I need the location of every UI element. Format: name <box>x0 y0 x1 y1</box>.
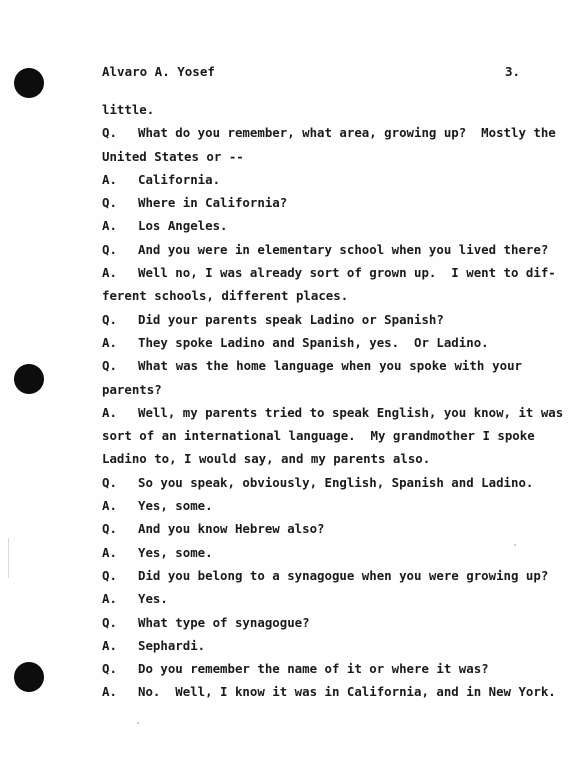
speaker-label: A. <box>102 334 117 350</box>
line-text: Where in California? <box>138 195 288 211</box>
speaker-label: A. <box>102 637 117 653</box>
punch-hole-bottom <box>14 662 44 692</box>
line-text: little. <box>102 102 155 117</box>
transcript-line <box>102 634 522 657</box>
transcript-line <box>102 564 549 587</box>
line-text: parents? <box>102 381 162 397</box>
line-text: Well no, I was already sort of grown up. I went to dif- <box>138 265 556 281</box>
transcript-line <box>102 214 522 237</box>
transcript-line <box>102 378 522 401</box>
transcript-line <box>102 238 549 261</box>
transcript-line <box>102 98 522 121</box>
line-text: ferent schools, different places. <box>102 288 349 304</box>
transcript-line <box>102 471 534 494</box>
transcript-line <box>102 168 522 191</box>
line-text: So you speak, obviously, English, Spanish and Ladino. <box>138 474 534 490</box>
line-text: They spoke Ladino and Spanish, yes. Or Ladino. <box>138 334 489 350</box>
speaker-label: Q. <box>102 125 117 141</box>
transcript-line <box>102 145 522 168</box>
witness-name: Alvaro A. Yosef <box>102 64 215 79</box>
speaker-label: Q. <box>102 241 117 257</box>
speaker-label: Q. <box>102 661 117 677</box>
transcript-line <box>102 611 522 634</box>
speaker-label: A. <box>102 591 117 607</box>
scan-speck <box>137 722 139 724</box>
transcript-line <box>102 401 564 424</box>
scan-speck <box>8 538 9 578</box>
speaker-label: Q. <box>102 311 117 327</box>
speaker-label: Q. <box>102 567 117 583</box>
speaker-label: A. <box>102 265 117 281</box>
speaker-label: Q. <box>102 614 117 630</box>
line-text: Ladino to, I would say, and my parents also. <box>102 451 431 467</box>
speaker-label: Q. <box>102 195 117 211</box>
speaker-label: Q. <box>102 521 117 537</box>
line-text: Los Angeles. <box>138 218 228 234</box>
page-number: 3. <box>504 64 520 79</box>
transcript-line <box>102 447 522 470</box>
transcript-line <box>102 331 522 354</box>
line-text: Yes, some. <box>138 544 213 560</box>
transcript-line <box>102 284 522 307</box>
transcript-body <box>102 98 564 704</box>
line-text: What was the home language when you spoke with your <box>138 358 522 374</box>
transcript-line <box>102 261 556 284</box>
transcript-line <box>102 657 522 680</box>
speaker-label: Q. <box>102 474 117 490</box>
transcript-line <box>102 191 522 214</box>
transcript-line <box>102 354 522 377</box>
speaker-label: A. <box>102 404 117 420</box>
speaker-label: A. <box>102 218 117 234</box>
line-text: What type of synagogue? <box>138 614 310 630</box>
line-text: Well, my parents tried to speak English, you know, it was <box>138 404 564 420</box>
line-text: Yes. <box>138 591 168 607</box>
punch-hole-top <box>14 68 44 98</box>
transcript-line <box>102 494 522 517</box>
line-text: And you know Hebrew also? <box>138 521 325 537</box>
transcript-line <box>102 424 535 447</box>
transcript-line <box>102 587 522 610</box>
punch-hole-middle <box>14 364 44 394</box>
transcript-line <box>102 517 522 540</box>
page-header <box>102 64 520 79</box>
line-text: Did you belong to a synagogue when you were growing up? <box>138 567 549 583</box>
line-text: sort of an international language. My grandmother I spoke <box>102 428 535 444</box>
line-text: What do you remember, what area, growing up? Mostly the <box>138 125 556 141</box>
transcript-line <box>102 680 556 703</box>
speaker-label: A. <box>102 684 117 700</box>
line-text: And you were in elementary school when you lived there? <box>138 241 549 257</box>
transcript-line <box>102 308 522 331</box>
line-text: Did your parents speak Ladino or Spanish? <box>138 311 444 327</box>
speaker-label: A. <box>102 171 117 187</box>
speaker-label: A. <box>102 498 117 514</box>
transcript-line <box>102 541 522 564</box>
transcript-line <box>102 121 556 144</box>
line-text: California. <box>138 171 221 187</box>
line-text: No. Well, I know it was in California, and in New York. <box>138 684 556 700</box>
speaker-label: A. <box>102 544 117 560</box>
line-text: United States or -- <box>102 148 244 164</box>
line-text: Sephardi. <box>138 637 206 653</box>
line-text: Yes, some. <box>138 498 213 514</box>
speaker-label: Q. <box>102 358 117 374</box>
line-text: Do you remember the name of it or where it was? <box>138 661 489 677</box>
